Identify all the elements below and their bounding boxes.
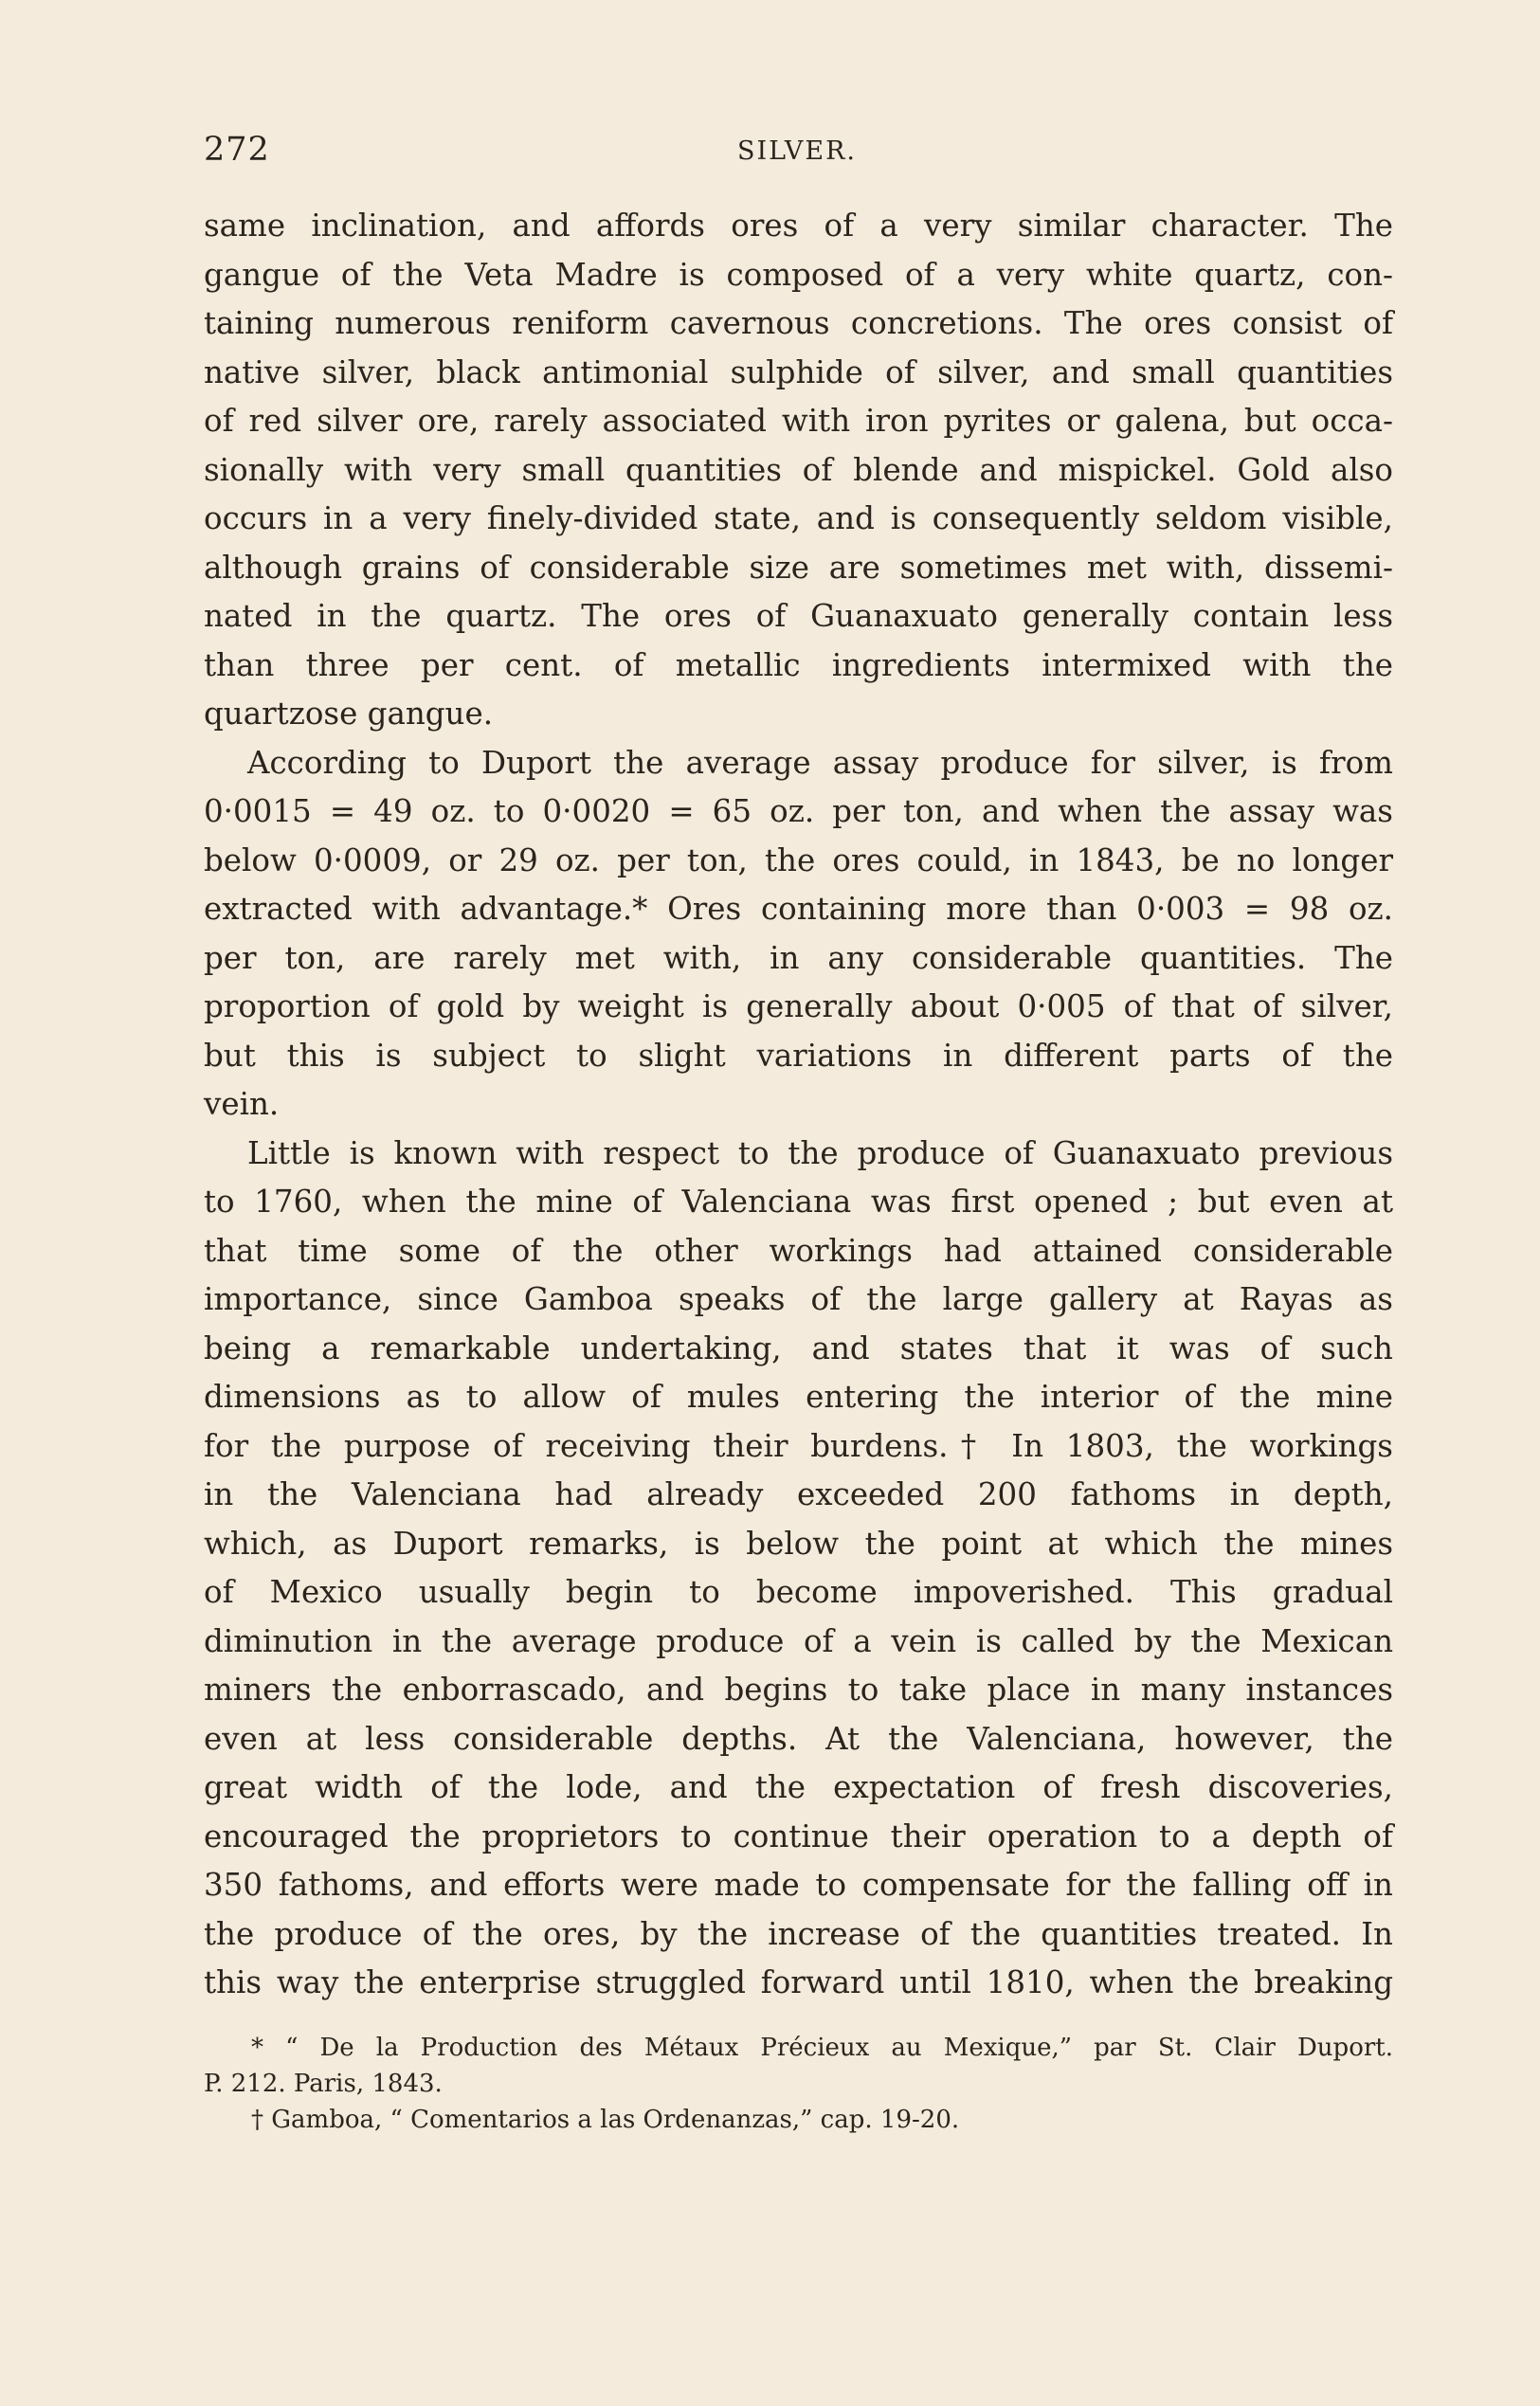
text-line: diminution in the average produce of a vein is called by the Mexican	[204, 1622, 1393, 1659]
text-line: than three per cent. of metallic ingredients intermixed with the	[204, 646, 1393, 683]
footnote-line: † Gamboa, “ Comentarios a las Ordenanzas,” cap. 19-20.	[251, 2106, 960, 2134]
text-line: per ton, are rarely met with, in any considerable quantities. The	[204, 939, 1393, 976]
running-head: SILVER.	[737, 136, 858, 166]
page-header	[204, 131, 1393, 178]
text-line: which, as Duport remarks, is below the point at which the mines	[204, 1525, 1393, 1562]
text-line: extracted with advantage.* Ores containing more than 0·003 = 98 oz.	[204, 891, 1393, 927]
text-line: in the Valenciana had already exceeded 200 fathoms in depth,	[204, 1476, 1393, 1512]
text-line: occurs in a very finely-divided state, and is consequently seldom visible,	[204, 500, 1393, 536]
text-line: but this is subject to slight variations in different parts of the	[204, 1037, 1393, 1074]
text-line: Little is known with respect to the produce of Guanaxuato previous	[247, 1134, 1393, 1171]
text-line: 350 fathoms, and efforts were made to compensate for the falling off in	[204, 1867, 1393, 1903]
text-line: the produce of the ores, by the increase of the quantities treated. In	[204, 1915, 1393, 1952]
page-number: 272	[204, 131, 270, 169]
body-text	[204, 202, 1393, 2008]
text-line: According to Duport the average assay produce for silver, is from	[247, 744, 1393, 781]
text-line: gangue of the Veta Madre is composed of a very white quartz, con-	[204, 256, 1393, 293]
text-line: this way the enterprise struggled forward until 1810, when the breaking	[204, 1964, 1393, 2000]
text-line: dimensions as to allow of mules entering the interior of the mine	[204, 1379, 1393, 1415]
text-line: importance, since Gamboa speaks of the large gallery at Rayas as	[204, 1281, 1393, 1317]
text-line: encouraged the proprietors to continue their operation to a depth of	[204, 1818, 1393, 1854]
footnote-line: * “ De la Production des Métaux Précieux au Mexique,” par St. Clair Duport.	[251, 2034, 1393, 2062]
text-line: same inclination, and affords ores of a very similar character. The	[204, 208, 1393, 244]
text-line: native silver, black antimonial sulphide of silver, and small quantities	[204, 353, 1393, 390]
text-line: being a remarkable undertaking, and states that it was of such	[204, 1330, 1393, 1366]
text-line: of red silver ore, rarely associated with iron pyrites or galena, but occa-	[204, 403, 1393, 439]
footnotes	[204, 2030, 1393, 2138]
text-line: proportion of gold by weight is generally about 0·005 of that of silver,	[204, 988, 1393, 1024]
text-line: to 1760, when the mine of Valenciana was first opened ; but even at	[204, 1184, 1393, 1220]
text-line: although grains of considerable size are sometimes met with, dissemi-	[204, 549, 1393, 586]
text-line: nated in the quartz. The ores of Guanaxuato generally contain less	[204, 598, 1393, 634]
text-line: miners the enborrascado, and begins to take place in many instances	[204, 1672, 1393, 1708]
text-line: taining numerous reniform cavernous concretions. The ores consist of	[204, 305, 1393, 341]
text-line: vein.	[204, 1086, 280, 1122]
text-line: for the purpose of receiving their burdens.† In 1803, the workings	[204, 1427, 1393, 1464]
text-line: great width of the lode, and the expectation of fresh discoveries,	[204, 1769, 1393, 1805]
text-line: even at less considerable depths. At the Valenciana, however, the	[204, 1720, 1393, 1757]
text-line: below 0·0009, or 29 oz. per ton, the ores could, in 1843, be no longer	[204, 841, 1393, 878]
text-line: quartzose gangue.	[204, 696, 494, 732]
text-line: sionally with very small quantities of blende and mispickel. Gold also	[204, 451, 1393, 488]
text-line: that time some of the other workings had attained considerable	[204, 1232, 1393, 1269]
footnote-line: P. 212. Paris, 1843.	[204, 2070, 443, 2098]
text-line: 0·0015 = 49 oz. to 0·0020 = 65 oz. per ton, and when the assay was	[204, 793, 1393, 829]
text-line: of Mexico usually begin to become impoverished. This gradual	[204, 1574, 1393, 1610]
